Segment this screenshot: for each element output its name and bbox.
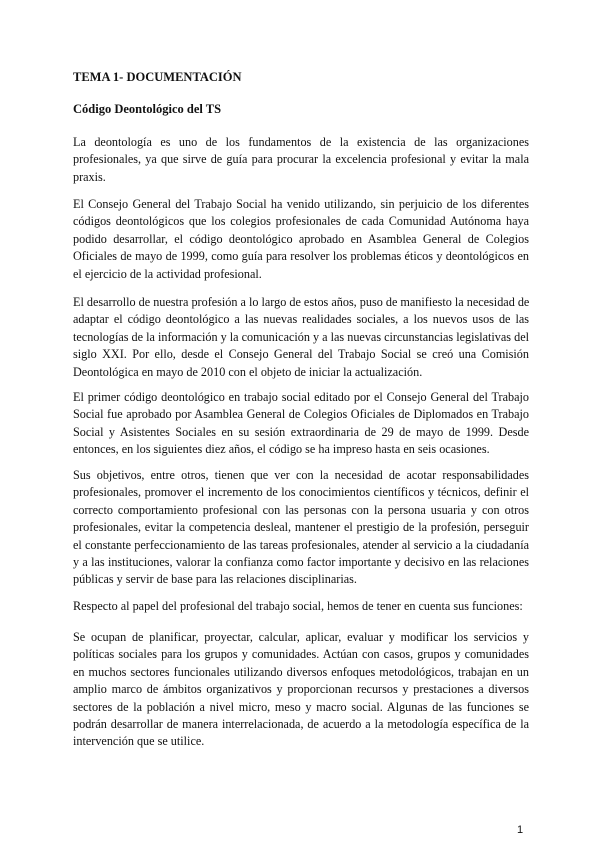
text-line: entonces, en los siguientes diez años, el código se ha impreso hasta en seis ocasiones. <box>73 442 490 457</box>
text-line: públicas y servir de base para las relaciones disciplinarias. <box>73 572 357 587</box>
document-heading: TEMA 1- DOCUMENTACIÓN <box>73 70 242 84</box>
text-line: y a las instituciones, valorar la confianza como factor importante y decisivo en las relaciones <box>73 554 529 569</box>
text-line: el constante perfeccionamiento de las tareas profesionales, atender al servicio a la ciudadanía <box>73 537 529 552</box>
text-line: Respecto al papel del profesional del trabajo social, hemos de tener en cuenta sus funciones: <box>73 599 523 613</box>
text-line: Oficiales de mayo de 1999, como guía para resolver los problemas éticos y deontológicos en <box>73 249 529 264</box>
text-line: podido desarrollar, el código deontológico aprobado en Asamblea General de Colegios <box>73 231 529 246</box>
paragraph <box>73 629 529 751</box>
text-line: El primer código deontológico en trabajo social editado por el Consejo General del Trabajo <box>73 390 529 404</box>
paragraph <box>73 389 529 459</box>
text-line: Social fue aprobado por Asamblea General de Colegios Oficiales de Diplomados en Trabajo <box>73 407 529 422</box>
page-number: 1 <box>517 824 524 836</box>
paragraph <box>73 467 529 589</box>
text-line: podrán desarrollar de manera interrelacionada, de acuerdo a la metodología específica de la <box>73 716 529 731</box>
text-line: praxis. <box>73 169 106 184</box>
text-line: políticas sociales para los grupos y comunidades. Actúan con casos, grupos y comunidades <box>73 647 529 662</box>
text-line: sectores de la población a nivel micro, meso y macro social. Algunas de las funciones se <box>73 699 529 714</box>
text-line: siglo XXI. Por ello, desde el Consejo General del Trabajo Social se creó una Comisión <box>73 347 529 362</box>
text-line: códigos deontológicos que los colegios profesionales de cada Comunidad Autónoma haya <box>73 214 529 229</box>
text-line: tecnologías de la información y la comunicación y a las nuevas circunstancias legislativas del <box>73 329 529 344</box>
text-line: La deontología es uno de los fundamentos de la existencia de las organizaciones <box>73 135 529 149</box>
text-line: amplio marco de ámbitos organizativos y proporcionan recursos y prestaciones a diversos <box>73 682 529 697</box>
text-line: profesionales, promover el incremento de los conocimientos científicos y técnicos, definir el <box>73 485 529 500</box>
text-line: El Consejo General del Trabajo Social ha venido utilizando, sin perjuicio de los diferentes <box>73 197 529 211</box>
section-title: Código Deontológico del TS <box>73 102 222 116</box>
text-line: Social y Asistentes Sociales en su sesión extraordinaria de 29 de mayo de 1999. Desde <box>73 424 529 439</box>
text-line: Deontológica en mayo de 2010 con el objeto de iniciar la actualización. <box>73 364 423 379</box>
text-line: Sus objetivos, entre otros, tienen que ver con la necesidad de acotar responsabilidades <box>73 468 529 482</box>
paragraph <box>73 134 529 186</box>
text-line: intervención que se utilice. <box>73 734 205 749</box>
text-line: profesionales, evitar la competencia desleal, mantener el prestigio de la profesión, perseguir <box>73 520 529 535</box>
text-line: el ejercicio de la actividad profesional. <box>73 266 262 281</box>
paragraph <box>73 598 529 615</box>
text-line: profesionales, ya que sirve de guía para procurar la excelencia profesional y evitar la mala <box>73 152 529 167</box>
paragraph <box>73 294 529 381</box>
text-line: El desarrollo de nuestra profesión a lo largo de estos años, puso de manifiesto la necesidad de <box>73 295 530 309</box>
text-line: correcto comportamiento profesional con las personas con la persona usuaria y con otros <box>73 502 529 517</box>
text-line: en muchos sectores funcionales utilizando diversos enfoques metodológicos, trabajan en un <box>73 664 529 679</box>
paragraph <box>73 196 529 283</box>
text-line: adaptar el código deontológico a las nuevas realidades sociales, a los nuevos usos de las <box>73 312 529 327</box>
text-line: Se ocupan de planificar, proyectar, calcular, aplicar, evaluar y modificar los servicios y <box>73 630 529 644</box>
